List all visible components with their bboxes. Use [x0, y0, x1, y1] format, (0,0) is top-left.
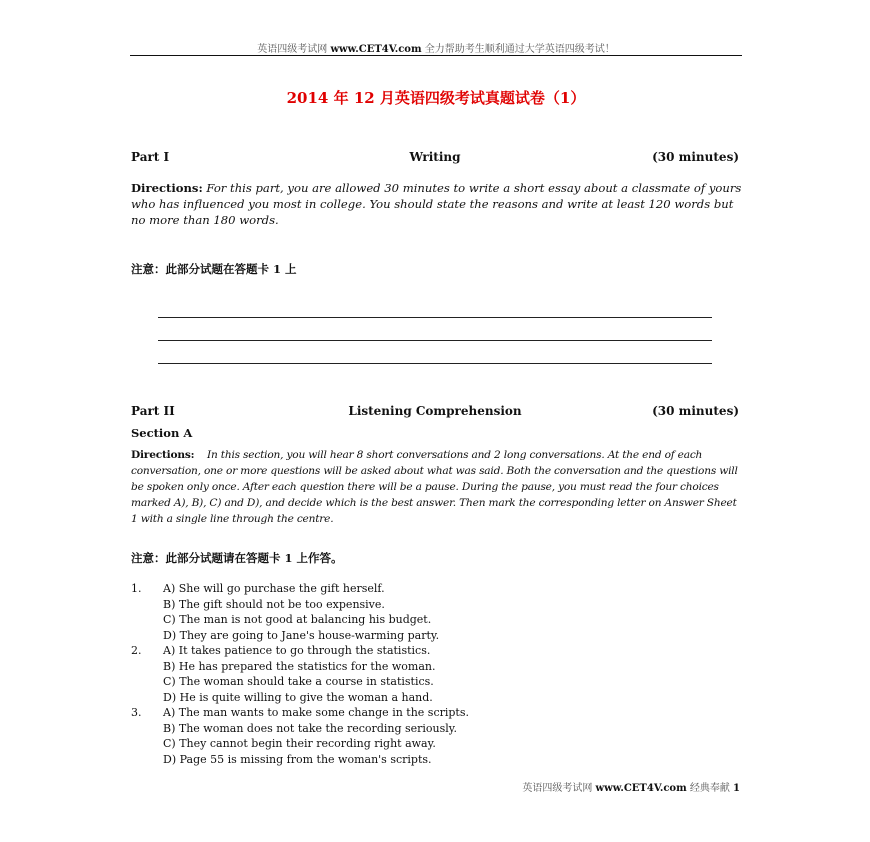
option-text: C) The woman should take a course in statistics. — [163, 675, 434, 688]
part-name: Writing — [409, 150, 461, 164]
part2-heading — [131, 404, 739, 418]
question-option — [131, 581, 469, 597]
directions-text: In this section, you will hear 8 short conversations and 2 long conversations. At the end of each conversation, one or more questions will be asked about what was said. Both the conversation and the questions will be spoken only once. After each question there will be a pause. During the pause, you must read the four choices marked A), B), C) and D), and decide which is the best answer. Then mark the corresponding letter on Answer Sheet 1 with a single line through the centre. — [131, 449, 741, 525]
document-title: 2014 年 12 月英语四级考试真题试卷（1） — [286, 89, 586, 107]
question-option — [131, 736, 469, 752]
question-option — [131, 752, 469, 768]
directions-label: Directions: — [131, 181, 203, 195]
page-header — [130, 40, 742, 55]
question-option — [131, 705, 469, 721]
question-option — [131, 612, 469, 628]
question-option — [131, 659, 469, 675]
option-text: C) They cannot begin their recording right away. — [163, 737, 436, 750]
question-option — [131, 643, 469, 659]
writing-line — [158, 340, 712, 341]
writing-line — [158, 363, 712, 364]
option-text: C) The man is not good at balancing his budget. — [163, 613, 432, 626]
question-list — [131, 581, 469, 767]
option-text: D) They are going to Jane's house-warming party. — [163, 628, 440, 642]
part2-note: 注意：此部分试题请在答题卡 1 上作答。 — [131, 551, 343, 565]
page-footer — [470, 779, 740, 794]
option-text: D) He is quite willing to give the woman a hand. — [163, 690, 433, 704]
question-number: 2. — [131, 644, 142, 657]
part1-heading — [131, 150, 739, 164]
question-option — [131, 690, 469, 706]
part-label: Part I — [131, 150, 170, 164]
option-text: A) She will go purchase the gift herself. — [163, 582, 385, 595]
option-text: B) He has prepared the statistics for the woman. — [163, 659, 436, 673]
question-number: 1. — [131, 582, 142, 595]
footer-site: www.CET4V.com — [595, 783, 687, 794]
question-number: 3. — [131, 706, 142, 719]
part-time: (30 minutes) — [652, 404, 739, 418]
question-option — [131, 674, 469, 690]
option-text: B) The woman does not take the recording seriously. — [163, 721, 458, 735]
section-a-heading: Section A — [131, 426, 193, 440]
part-time: (30 minutes) — [652, 150, 739, 164]
option-text: D) Page 55 is missing from the woman's scripts. — [163, 752, 432, 766]
header-rule — [130, 55, 742, 56]
part1-directions — [131, 180, 743, 228]
footer-text: 英语四级考试网 — [522, 783, 596, 794]
header-slogan: 全力帮助考生顺利通过大学英语四级考试！ — [421, 44, 615, 55]
question-option — [131, 721, 469, 737]
directions-label: Directions: — [131, 449, 195, 461]
header-site: www.CET4V.com — [330, 44, 422, 55]
question-option — [131, 597, 469, 613]
footer-tagline: 经典奉献 — [686, 783, 734, 794]
page-number: 1 — [733, 783, 740, 794]
part-name: Listening Comprehension — [348, 404, 522, 418]
option-text: A) It takes patience to go through the statistics. — [163, 644, 431, 657]
directions-text: For this part, you are allowed 30 minutes to write a short essay about a classmate of yours who has influenced you most in college. You should state the reasons and write at least 120 words but no more than 180 words. — [131, 181, 742, 227]
question-option — [131, 628, 469, 644]
option-text: B) The gift should not be too expensive. — [163, 597, 385, 611]
writing-line — [158, 317, 712, 318]
header-text: 英语四级考试网 — [257, 44, 331, 55]
part-label: Part II — [131, 404, 175, 418]
option-text: A) The man wants to make some change in the scripts. — [163, 706, 469, 719]
part1-note: 注意：此部分试题在答题卡 1 上 — [131, 262, 297, 276]
part2-directions — [131, 447, 743, 527]
